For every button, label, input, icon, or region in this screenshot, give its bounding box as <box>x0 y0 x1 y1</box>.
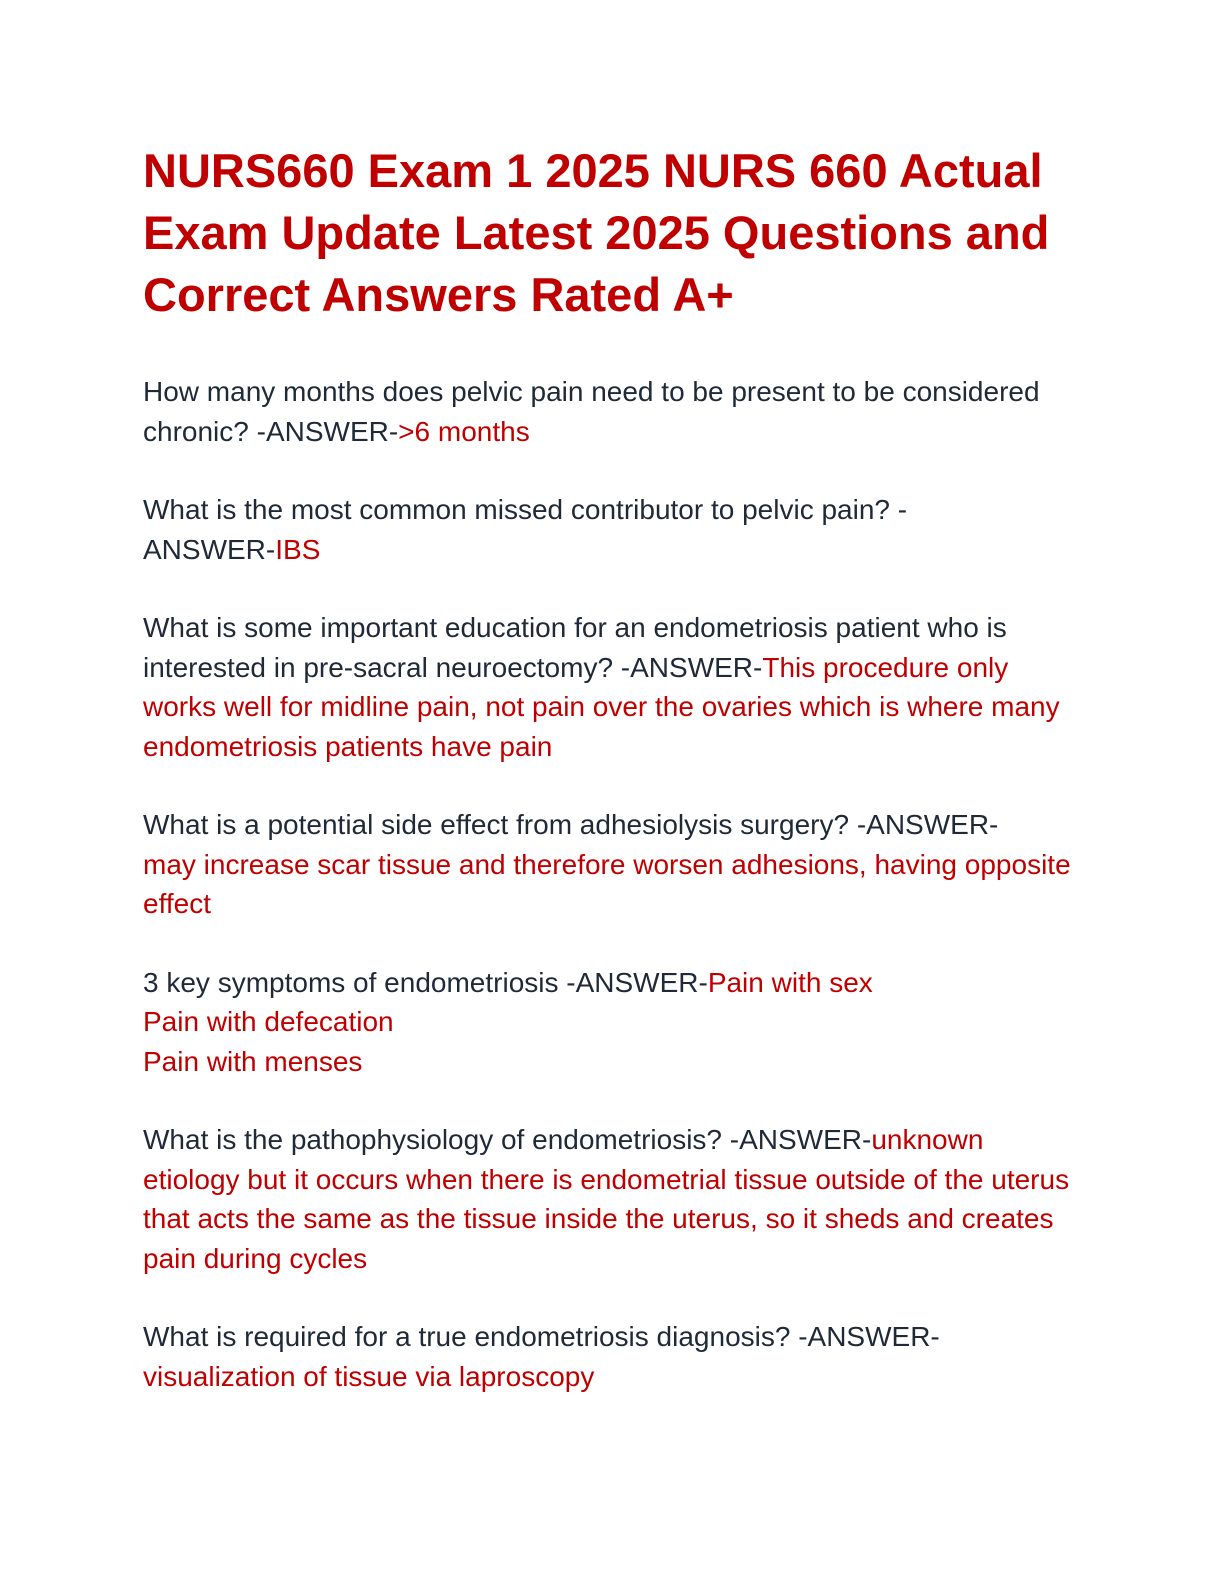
document-page <box>143 140 1083 1435</box>
document-title: NURS660 Exam 1 2025 NURS 660 Actual Exam Update Latest 2025 Questions and Correct Answers Rated A+ <box>143 144 1050 321</box>
qa-item <box>143 805 1083 924</box>
answer-text: unknown etiology but it occurs when there is endometrial tissue outside of the uterus that acts the same as the tissue inside the uterus, so it sheds and creates pain during cycles <box>143 1124 1070 1274</box>
question-text: What is the most common missed contributor to pelvic pain? - ANSWER- <box>143 494 908 565</box>
question-text: 3 key symptoms of endometriosis -ANSWER- <box>143 966 708 998</box>
answer-text: IBS <box>275 533 321 565</box>
qa-item <box>143 1317 1083 1396</box>
answer-text: visualization of tissue via laproscopy <box>143 1360 595 1392</box>
answer-text: >6 months <box>398 415 530 447</box>
qa-item <box>143 490 1083 569</box>
qa-item <box>143 963 1083 1082</box>
answer-text: This procedure only works well for midline pain, not pain over the ovaries which is where many endometriosis patients have pain <box>143 651 1060 762</box>
qa-item <box>143 608 1083 766</box>
answer-text: may increase scar tissue and therefore worsen adhesions, having opposite effect <box>143 848 1071 919</box>
question-text: How many months does pelvic pain need to be present to be considered chronic? -ANSWER- <box>143 376 1040 447</box>
question-text: What is a potential side effect from adhesiolysis surgery? -ANSWER- <box>143 809 999 840</box>
question-text: What is the pathophysiology of endometriosis? -ANSWER- <box>143 1124 872 1155</box>
qa-item <box>143 372 1083 451</box>
qa-item <box>143 1120 1083 1278</box>
question-text: What is required for a true endometriosis diagnosis? -ANSWER- <box>143 1321 940 1352</box>
answer-text: Pain with sex Pain with defecation Pain with menses <box>143 966 873 1077</box>
question-text: What is some important education for an endometriosis patient who is interested in pre-sacral neuroectomy? -ANSWER- <box>143 612 1007 683</box>
